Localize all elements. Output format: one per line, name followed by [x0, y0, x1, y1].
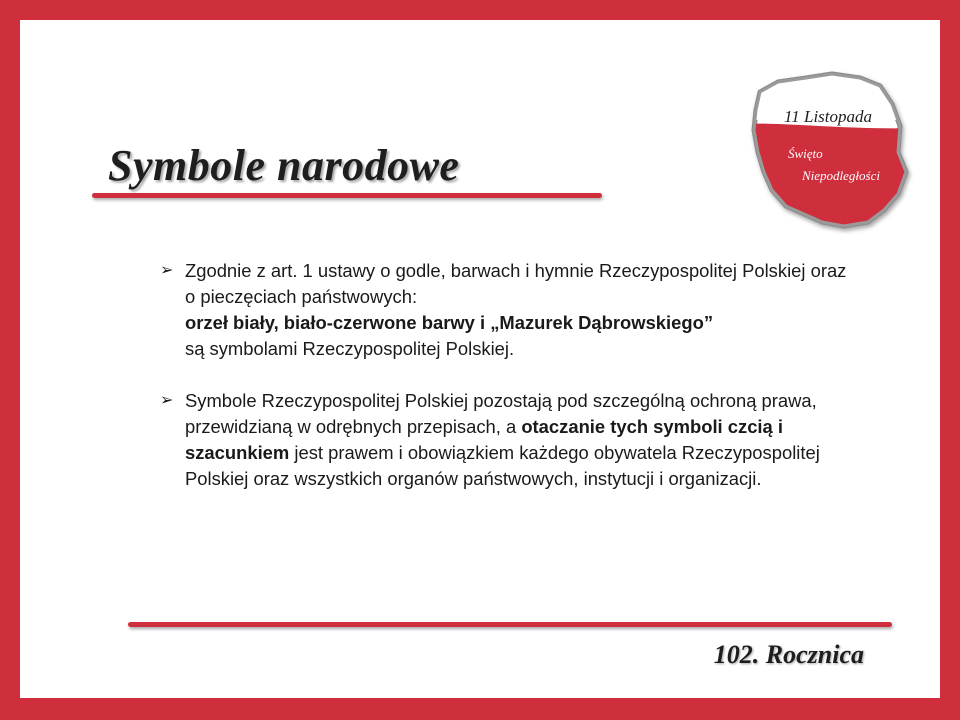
arrowhead-bullet-icon: ➢	[160, 262, 174, 279]
title-underline	[92, 193, 602, 198]
slide	[20, 20, 940, 698]
poland-map-icon	[720, 60, 920, 235]
bullet-bold: otaczanie tych symboli czcią i szacunkiem	[185, 416, 783, 463]
bullet-part1: Symbole Rzeczypospolitej Polskiej pozostają pod szczególną ochroną prawa, przewidzianą w odrębnych przepisach, a	[185, 390, 817, 437]
arrowhead-bullet-icon: ➢	[160, 392, 174, 409]
badge-holiday-line2: Niepodległości	[802, 168, 880, 183]
bullet-text	[185, 388, 860, 492]
bullet-item	[160, 388, 860, 492]
bullet-outro: są symbolami Rzeczypospolitej Polskiej.	[185, 338, 515, 359]
badge-holiday-line1: Święto	[788, 146, 823, 161]
bullet-part2: jest prawem i obowiązkiem każdego obywatela Rzeczypospolitej Polskiej oraz wszystkich organów państwowych, instytucji i organizacji.	[185, 442, 820, 489]
bullet-intro: Zgodnie z art. 1 ustawy o godle, barwach i hymnie Rzeczypospolitej Polskiej oraz o pieczęciach państwowych:	[185, 260, 847, 307]
content	[160, 258, 860, 518]
bullet-bold: orzeł biały, biało-czerwone barwy i „Mazurek Dąbrowskiego”	[185, 312, 714, 333]
footer-rule	[128, 622, 892, 627]
badge-date: 11 Listopada	[784, 107, 873, 126]
slide-title: Symbole narodowe	[108, 141, 460, 190]
bullet-item	[160, 258, 860, 362]
anniversary-label: 102. Rocznica	[713, 640, 864, 669]
